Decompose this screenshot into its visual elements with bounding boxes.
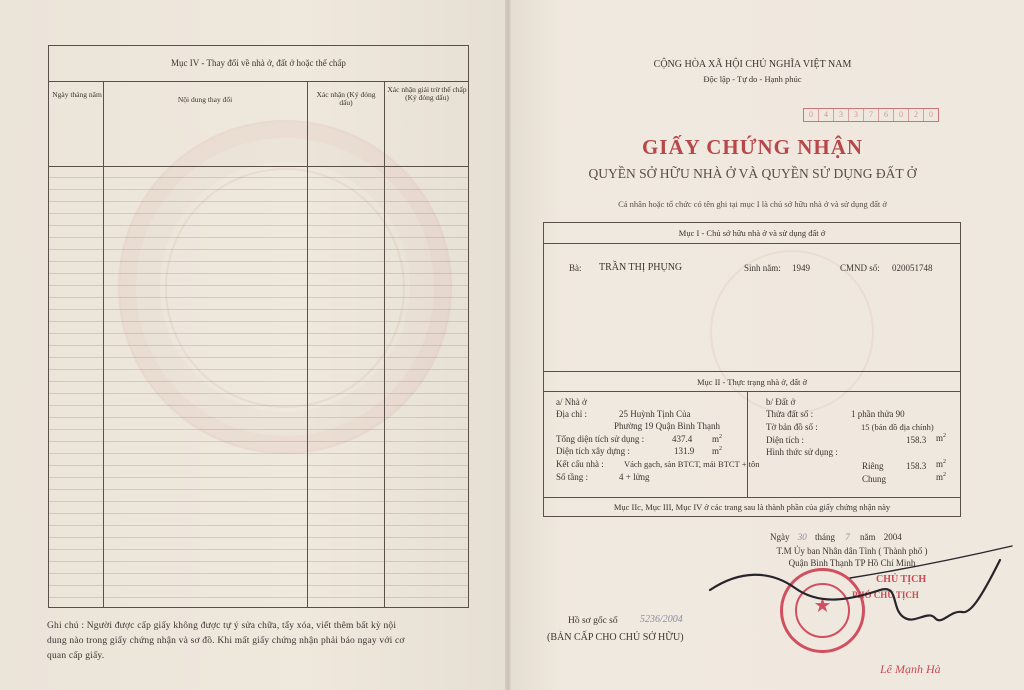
serial-digit: 3 — [834, 109, 849, 121]
signer-name: Lê Mạnh Hà — [880, 662, 941, 676]
certificate-subtitle: QUYỀN SỞ HỮU NHÀ Ở VÀ QUYỀN SỬ DỤNG ĐẤT Ở — [588, 166, 917, 181]
note-line: Ghi chú : Người được cấp giấy không được tự ý sửa chữa, tẩy xóa, viết thêm bất kỳ nội — [47, 621, 397, 631]
floors-label: Số tầng : — [556, 472, 589, 482]
structure-label: Kết cấu nhà : — [556, 459, 604, 469]
owner-name: TRẦN THỊ PHỤNG — [599, 262, 683, 273]
birth-year: 1949 — [792, 263, 810, 273]
note-line: dung nào trong giấy chứng nhận và sơ đồ. Khi mất giấy chứng nhận phải báo ngay với cơ — [47, 636, 405, 646]
certificate-title: GIẤY CHỨNG NHẬN — [641, 135, 864, 159]
unit: $m^2$ — [712, 446, 723, 456]
land-area-label: Diện tích : — [766, 435, 804, 445]
changes-table-title: Mục IV - Thay đổi về nhà ở, đất ở hoặc thế chấp — [49, 46, 468, 82]
year: 2004 — [883, 532, 902, 542]
authority-line2: Quận Bình Thạnh TP Hồ Chí Minh — [788, 558, 916, 568]
section2-title: Mục II - Thực trạng nhà ở, đất ở — [697, 377, 807, 387]
land-label: b/ Đất ở — [766, 397, 796, 407]
year-label: năm — [860, 532, 876, 542]
map-label: Tờ bản đồ số : — [766, 422, 818, 432]
address-line1: 25 Huỳnh Tịnh Của — [619, 409, 691, 419]
changes-table — [48, 45, 469, 608]
ruled-lines — [49, 166, 468, 607]
birth-label: Sinh năm: — [744, 263, 781, 273]
serial-digit: 3 — [849, 109, 864, 121]
id-label: CMND số: — [840, 263, 880, 273]
left-page — [0, 0, 505, 690]
column-divider — [747, 391, 748, 497]
role-chairman: CHỦ TỊCH — [876, 574, 927, 585]
issued-to: (BẢN CẤP CHO CHỦ SỞ HỮU) — [547, 632, 684, 643]
role-vice-chairman: PHÓ CHỦ TỊCH — [852, 590, 919, 600]
house-label: a/ Nhà ở — [556, 397, 587, 407]
unit: $m^2$ — [936, 472, 947, 482]
day-label: Ngày — [770, 532, 790, 542]
unit: $m^2$ — [712, 434, 723, 444]
nation-name: CỘNG HÒA XÃ HỘI CHỦ NGHĨA VIỆT NAM — [653, 59, 852, 70]
structure: Vách gạch, sàn BTCT, mái BTCT + tôn — [624, 459, 760, 469]
id-number: 020051748 — [892, 263, 933, 273]
section1-title: Mục I - Chủ sở hữu nhà ở và sử dụng đất ở — [678, 228, 826, 238]
motto: Độc lập - Tự do - Hạnh phúc — [703, 74, 802, 84]
day: 30 — [797, 532, 807, 542]
divider — [544, 497, 960, 498]
col-date-header: Ngày tháng năm — [52, 90, 102, 99]
address-line2: Phường 19 Quận Bình Thạnh — [614, 421, 720, 431]
build-area: 131.9 — [674, 446, 695, 456]
address-label: Địa chỉ : — [556, 409, 587, 419]
shared-label: Chung — [862, 474, 887, 484]
serial-digit: 7 — [864, 109, 879, 121]
serial-digit: 0 — [929, 110, 933, 119]
private-label: Riêng — [862, 461, 884, 471]
unit: $m^2$ — [936, 459, 947, 469]
unit: $m^2$ — [936, 433, 947, 443]
note-text — [47, 619, 477, 664]
private-area: 158.3 — [906, 461, 927, 471]
serial-digit: 0 — [894, 109, 909, 121]
file-no-label: Hồ sơ gốc số — [568, 616, 618, 626]
certificate-table — [543, 222, 961, 517]
land-area: 158.3 — [906, 435, 927, 445]
col-release-header: Xác nhận giải trừ thế chấp (Ký đóng dấu) — [387, 85, 467, 102]
note-line: quan cấp giấy. — [47, 651, 105, 661]
total-area-label: Tổng diện tích sử dụng : — [556, 434, 645, 444]
month: 7 — [845, 532, 850, 542]
col-content-header: Nội dung thay đổi — [177, 95, 233, 104]
col-confirm-header: Xác nhận (Ký đóng dấu) — [316, 90, 376, 107]
plot-label: Thửa đất số : — [766, 409, 814, 419]
section-footer: Mục IIc, Mục III, Mục IV ở các trang sau là thành phần của giấy chứng nhận này — [613, 502, 891, 512]
serial-digit: 4 — [819, 109, 834, 121]
divider — [544, 371, 960, 372]
signature-icon — [700, 540, 1020, 650]
build-area-label: Diện tích xây dựng : — [556, 446, 630, 456]
salutation: Bà: — [569, 263, 582, 273]
floors: 4 + lửng — [619, 472, 650, 482]
certificate-intro: Cá nhân hoặc tổ chức có tên ghi tại mục I là chủ sở hữu nhà ở và sử dụng đất ở — [618, 199, 887, 209]
total-area: 437.4 — [672, 434, 693, 444]
serial-digit: 2 — [909, 109, 924, 121]
plot: 1 phần thửa 90 — [851, 409, 905, 419]
file-no: 5236/2004 — [640, 614, 683, 625]
divider — [544, 243, 960, 244]
serial-number — [803, 108, 939, 122]
serial-digit: 0 — [804, 109, 819, 121]
serial-digit: 6 — [879, 109, 894, 121]
divider — [544, 391, 960, 392]
map: 15 (bản đồ địa chính) — [861, 422, 934, 432]
authority-line1: T.M Ủy ban Nhân dân Tỉnh ( Thành phố ) — [776, 546, 928, 556]
usage-label: Hình thức sử dụng : — [766, 447, 838, 457]
month-label: tháng — [815, 532, 835, 542]
star-icon: ★ — [813, 595, 832, 617]
